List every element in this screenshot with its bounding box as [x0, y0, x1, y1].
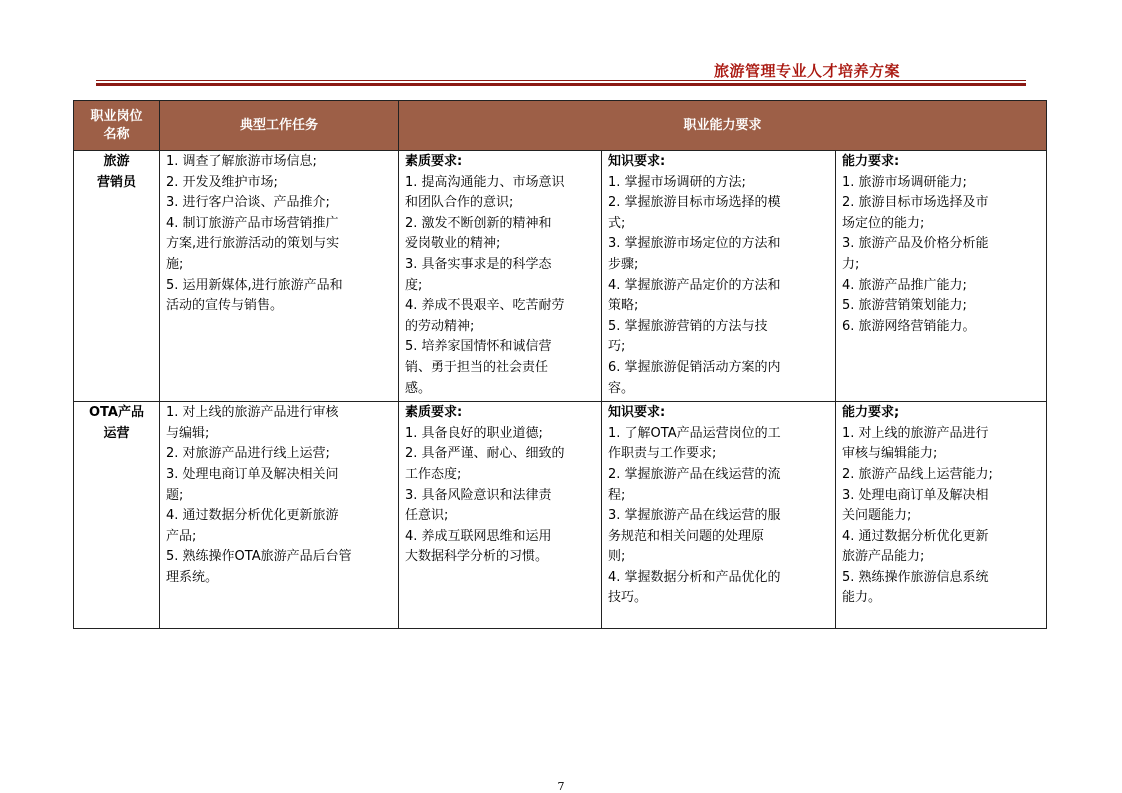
cell-text-line: 2. 旅游目标市场选择及市 [842, 195, 989, 211]
table-row [74, 151, 1047, 402]
cell-text-line: 2. 掌握旅游目标市场选择的模 [608, 195, 781, 211]
role-name-line1: OTA产品 [89, 405, 144, 421]
requirement-heading: 素质要求: [405, 405, 463, 421]
cell-text-line: 1. 旅游市场调研能力; [842, 174, 967, 190]
role-cell [74, 151, 160, 402]
cell-text-line: 2. 激发不断创新的精神和 [405, 215, 552, 231]
cell-text-line: 场定位的能力; [842, 215, 925, 231]
cell-text-line: 度; [405, 277, 423, 293]
cell-text-line: 4. 旅游产品推广能力; [842, 277, 967, 293]
cell-text-line: 2. 对旅游产品进行线上运营; [166, 446, 330, 462]
cell-text-line: 3. 掌握旅游市场定位的方法和 [608, 236, 781, 252]
skills-cell [836, 402, 1047, 629]
tasks-cell [160, 151, 399, 402]
cell-text-line: 4. 掌握数据分析和产品优化的 [608, 569, 781, 585]
cell-text-line: 5. 熟练操作旅游信息系统 [842, 569, 989, 585]
table-header-row [74, 101, 1047, 151]
table-row [74, 402, 1047, 629]
cell-text-line: 与编辑; [166, 425, 210, 441]
cell-text-line: 4. 通过数据分析优化更新 [842, 528, 989, 544]
cell-text-line: 施; [166, 256, 184, 272]
cell-text-line: 3. 处理电商订单及解决相 [842, 487, 989, 503]
cell-text-line: 4. 通过数据分析优化更新旅游 [166, 508, 339, 524]
cell-text-line: 1. 具备良好的职业道德; [405, 425, 543, 441]
requirement-heading: 素质要求: [405, 154, 463, 169]
requirement-heading: 知识要求: [608, 405, 666, 421]
header-position-name [74, 101, 160, 151]
header-typical-tasks: 典型工作任务 [160, 101, 399, 151]
cell-text-line: 2. 开发及维护市场; [166, 174, 278, 190]
cell-text-line: 步骤; [608, 256, 639, 272]
quality-cell [399, 151, 602, 402]
header-ability-requirements: 职业能力要求 [399, 101, 1047, 151]
quality-cell [399, 402, 602, 629]
quality-list [399, 402, 601, 570]
tasks-list [160, 151, 398, 319]
cell-text-line: 感。 [405, 380, 432, 396]
cell-text-line: 1. 掌握市场调研的方法; [608, 174, 746, 190]
cell-text-line: 1. 调查了解旅游市场信息; [166, 154, 317, 169]
cell-text-line: 审核与编辑能力; [842, 446, 938, 462]
cell-text-line: 方案,进行旅游活动的策划与实 [166, 236, 340, 252]
cell-text-line: 3. 旅游产品及价格分析能 [842, 236, 989, 252]
cell-text-line: 理系统。 [166, 569, 219, 585]
role-name-line1: 旅游 [103, 154, 130, 169]
cell-text-line: 3. 具备实事求是的科学态 [405, 256, 552, 272]
skills-list [836, 402, 1046, 611]
cell-text-line: 的劳动精神; [405, 318, 475, 334]
cell-text-line: 工作态度; [405, 466, 462, 482]
cell-text-line: 旅游产品能力; [842, 549, 925, 565]
header-position-line2: 名称 [103, 126, 130, 142]
page-number: 7 [557, 780, 565, 793]
cell-text-line: 关问题能力; [842, 508, 912, 524]
role-cell [74, 402, 160, 629]
cell-text-line: 爱岗敬业的精神; [405, 236, 501, 252]
tasks-list [160, 402, 398, 590]
cell-text-line: 3. 掌握旅游产品在线运营的服 [608, 508, 781, 524]
knowledge-cell [602, 151, 836, 402]
cell-text-line: 程; [608, 487, 626, 503]
cell-text-line: 力; [842, 256, 860, 272]
cell-text-line: 2. 旅游产品线上运营能力; [842, 466, 993, 482]
cell-text-line: 3. 具备风险意识和法律责 [405, 487, 552, 503]
cell-text-line: 技巧。 [608, 590, 648, 606]
cell-text-line: 6. 旅游网络营销能力。 [842, 318, 976, 334]
cell-text-line: 6. 掌握旅游促销活动方案的内 [608, 359, 781, 375]
skills-cell [836, 151, 1047, 402]
requirement-heading: 能力要求: [842, 154, 900, 169]
cell-text-line: 1. 提高沟通能力、市场意识 [405, 174, 565, 190]
cell-text-line: 务规范和相关问题的处理原 [608, 528, 765, 544]
header-rule-bottom [96, 83, 1026, 86]
knowledge-cell [602, 402, 836, 629]
job-ability-table [73, 100, 1047, 629]
cell-text-line: 1. 对上线的旅游产品进行 [842, 425, 989, 441]
cell-text-line: 策略; [608, 298, 639, 314]
requirement-heading: 知识要求: [608, 154, 666, 169]
cell-text-line: 5. 熟练操作OTA旅游产品后台管 [166, 549, 352, 565]
cell-text-line: 作职责与工作要求; [608, 446, 717, 462]
cell-text-line: 3. 进行客户洽谈、产品推介; [166, 195, 330, 211]
cell-text-line: 5. 旅游营销策划能力; [842, 298, 967, 314]
cell-text-line: 活动的宣传与销售。 [166, 298, 284, 314]
cell-text-line: 2. 掌握旅游产品在线运营的流 [608, 466, 781, 482]
cell-text-line: 和团队合作的意识; [405, 195, 514, 211]
cell-text-line: 巧; [608, 339, 626, 355]
tasks-cell [160, 402, 399, 629]
header-rule-top [96, 80, 1026, 81]
knowledge-list [602, 151, 835, 401]
cell-text-line: 能力。 [842, 590, 882, 606]
cell-text-line: 4. 养成互联网思维和运用 [405, 528, 552, 544]
cell-text-line: 容。 [608, 380, 635, 396]
cell-text-line: 4. 制订旅游产品市场营销推广 [166, 215, 339, 231]
knowledge-list [602, 402, 835, 611]
quality-list [399, 151, 601, 401]
cell-text-line: 5. 掌握旅游营销的方法与技 [608, 318, 768, 334]
cell-text-line: 式; [608, 215, 626, 231]
cell-text-line: 题; [166, 487, 184, 503]
cell-text-line: 3. 处理电商订单及解决相关问 [166, 466, 339, 482]
cell-text-line: 任意识; [405, 508, 449, 524]
cell-text-line: 1. 了解OTA产品运营岗位的工 [608, 425, 781, 441]
cell-text-line: 则; [608, 549, 626, 565]
requirement-heading: 能力要求; [842, 405, 900, 421]
role-name-line2: 运营 [103, 426, 130, 442]
document-header-title: 旅游管理专业人才培养方案 [713, 62, 900, 80]
skills-list [836, 151, 1046, 339]
cell-text-line: 4. 养成不畏艰辛、吃苦耐劳 [405, 298, 565, 314]
cell-text-line: 大数据科学分析的习惯。 [405, 549, 549, 565]
cell-text-line: 4. 掌握旅游产品定价的方法和 [608, 277, 781, 293]
header-position-line1: 职业岗位 [90, 108, 143, 124]
role-name-line2: 营销员 [96, 175, 136, 190]
cell-text-line: 产品; [166, 528, 197, 544]
cell-text-line: 5. 运用新媒体,进行旅游产品和 [166, 277, 343, 293]
cell-text-line: 5. 培养家国情怀和诚信营 [405, 339, 552, 355]
cell-text-line: 1. 对上线的旅游产品进行审核 [166, 405, 339, 421]
cell-text-line: 销、勇于担当的社会责任 [405, 359, 549, 375]
cell-text-line: 2. 具备严谨、耐心、细致的 [405, 446, 565, 462]
